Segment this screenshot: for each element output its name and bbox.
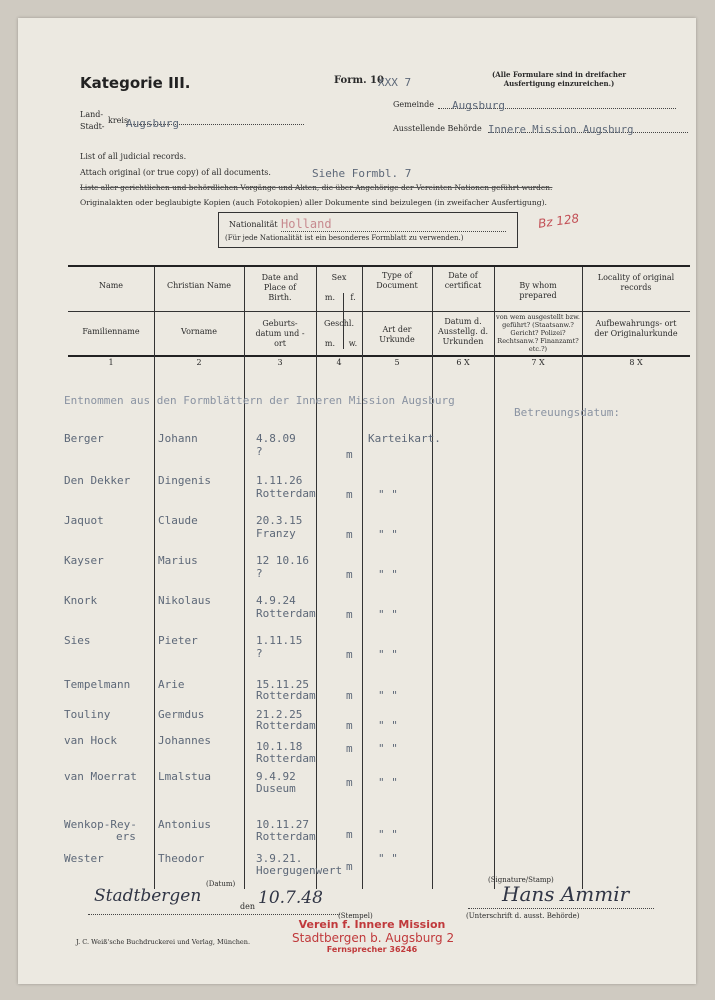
signature-label: (Signature/Stamp) — [488, 876, 554, 884]
signature-handwritten: Hans Ammir — [502, 882, 630, 906]
record-name: van Hock — [64, 734, 117, 747]
stamp-line2: Stadtbergen b. Augsburg 2 — [292, 931, 455, 945]
record-first: Antonius — [158, 818, 211, 831]
col2-de: Vorname — [181, 327, 217, 336]
record-doc: " " — [378, 648, 398, 661]
signature-dotline — [468, 908, 654, 909]
kategorie-title: Kategorie III. — [80, 74, 191, 92]
col2-num: 2 — [196, 358, 202, 367]
col-divider — [362, 267, 363, 371]
date-handwritten: 10.7.48 — [258, 888, 323, 908]
record-name: Wester — [64, 852, 104, 865]
record-name-cont: ers — [116, 830, 136, 843]
col4-de: Geschl. — [324, 319, 354, 328]
copies-note-line2: Ausfertigung einzureichen.) — [503, 79, 615, 88]
record-name: Touliny — [64, 708, 111, 721]
record-name: Wenkop-Rey- — [64, 818, 137, 831]
record-birth-place: Rotterdam — [256, 689, 316, 702]
record-birth-date: 4.8.09 — [256, 432, 296, 445]
col5-de: Art der Urkunde — [379, 325, 415, 344]
institution-stamp — [292, 918, 455, 954]
stamp-line1: Verein f. Innere Mission — [298, 918, 446, 931]
nationality-dotline — [281, 231, 506, 232]
record-birth-date: 12 10.16 — [256, 554, 309, 567]
gemeinde-value: Augsburg — [452, 99, 505, 112]
nationality-box — [218, 212, 518, 248]
record-first: Arie — [158, 678, 185, 691]
stamp-line3: Fernsprecher 36246 — [326, 945, 418, 954]
record-sex: m — [346, 742, 353, 755]
col4-num: 4 — [336, 358, 342, 367]
record-first: Johann — [158, 432, 198, 445]
record-birth-place: Hoergugenwert — [256, 864, 343, 877]
body-col-line — [362, 369, 363, 889]
stempel-label: (Stempel) — [338, 912, 373, 920]
record-birth-place: Rotterdam — [256, 719, 316, 732]
record-first: Pieter — [158, 634, 198, 647]
col4-f: f. — [350, 293, 356, 302]
col5-en: Type of Document — [376, 271, 418, 290]
record-sex: m — [346, 648, 353, 661]
record-name: Den Dekker — [64, 474, 131, 487]
instruction-line2: Attach original (or true copy) of all documents. — [80, 168, 271, 177]
record-name: Berger — [64, 432, 104, 445]
col6-de: Datum d. Ausstellg. d. Urkunden — [437, 317, 489, 346]
record-sex: m — [346, 568, 353, 581]
instruction-line4: Originalakten oder beglaubigte Kopien (auch Fotokopien) aller Dokumente sind beizulegen (in zweifacher Ausfertigung). — [80, 198, 547, 207]
gemeinde-field — [438, 94, 676, 112]
kreis-label: kreis — [108, 116, 129, 125]
body-col-line — [432, 369, 433, 889]
col6-en: Date of certificat — [444, 271, 482, 290]
instruction-line2-typed: Siehe Formbl. 7 — [312, 167, 412, 180]
copies-note-line1: (Alle Formulare sind in dreifacher — [492, 70, 627, 79]
col1-de: Familienname — [82, 327, 140, 336]
record-first: Dingenis — [158, 474, 211, 487]
record-birth-date: 3.9.21. — [256, 852, 303, 865]
record-birth-place: ? — [256, 647, 263, 660]
col7-de: von wem ausgestellt bzw. geführt? (Staatsanw.? Gericht? Polizei? Rechtsanw.? Finanzamt? etc.?) — [496, 313, 580, 353]
record-doc: " " — [378, 719, 398, 732]
nationality-note: (Für jede Nationalität ist ein besonderes Formblatt zu verwenden.) — [225, 234, 464, 242]
body-col-line — [494, 369, 495, 889]
record-birth-place: Rotterdam — [256, 487, 316, 500]
record-name: van Moerrat — [64, 770, 137, 783]
record-doc: " " — [378, 852, 398, 865]
col3-en: Date and Place of Birth. — [261, 273, 299, 302]
copies-note — [492, 70, 626, 88]
col-divider — [494, 267, 495, 371]
record-first: Claude — [158, 514, 198, 527]
record-doc: " " — [378, 776, 398, 789]
col8-de: Aufbewahrungs- ort der Originalurkunde — [594, 319, 678, 338]
instruction-line1: List of all judicial records. — [80, 152, 187, 161]
record-first: Lmalstua — [158, 770, 211, 783]
col5-num: 5 — [394, 358, 400, 367]
record-birth-date: 1.11.15 — [256, 634, 303, 647]
col7-num: 7 X — [531, 358, 545, 367]
record-birth-place: Franzy — [256, 527, 296, 540]
record-birth-place: Rotterdam — [256, 830, 316, 843]
col-divider — [582, 267, 583, 371]
col8-num: 8 X — [629, 358, 643, 367]
col3-de: Geburts- datum und -ort — [255, 319, 305, 348]
record-name: Sies — [64, 634, 91, 647]
record-birth-date: 9.4.92 — [256, 770, 296, 783]
record-doc: Karteikart. — [368, 432, 441, 445]
record-sex: m — [346, 528, 353, 541]
kreis-field — [126, 112, 304, 130]
record-sex: m — [346, 776, 353, 789]
header-divider — [68, 311, 690, 312]
col7-en: By whom prepared — [519, 281, 557, 300]
record-birth-place: Duseum — [256, 782, 296, 795]
record-sex: m — [346, 828, 353, 841]
col-divider — [432, 267, 433, 371]
form-typed: XXX 7 — [378, 76, 412, 89]
record-birth-date: 21.2.25 — [256, 708, 303, 721]
record-birth-date: 1.11.26 — [256, 474, 303, 487]
record-sex: m — [346, 448, 353, 461]
record-doc: " " — [378, 488, 398, 501]
record-birth-place: Rotterdam — [256, 752, 316, 765]
record-doc: " " — [378, 742, 398, 755]
behoerde-value: Innere Mission Augsburg — [488, 124, 634, 136]
body-col-line — [244, 369, 245, 889]
col4-en: Sex — [331, 273, 347, 282]
kreis-value: Augsburg — [126, 117, 179, 130]
record-doc: " " — [378, 528, 398, 541]
unterschrift-label: (Unterschrift d. ausst. Behörde) — [466, 912, 580, 920]
col2-en: Christian Name — [166, 281, 232, 290]
record-birth-place: Rotterdam — [256, 607, 316, 620]
date-dotline — [88, 914, 340, 915]
land-label: Land- — [80, 110, 104, 119]
record-sex: m — [346, 488, 353, 501]
col4-de-m: m. — [324, 339, 336, 348]
col8-en: Locality of original records — [597, 273, 675, 292]
record-birth-place: ? — [256, 445, 263, 458]
gemeinde-label: Gemeinde — [393, 100, 435, 109]
record-doc: " " — [378, 828, 398, 841]
record-birth-place: ? — [256, 567, 263, 580]
handwritten-mark: Bz 128 — [537, 211, 581, 231]
place-handwritten: Stadtbergen — [94, 886, 202, 906]
body-col-line — [154, 369, 155, 889]
record-first: Nikolaus — [158, 594, 211, 607]
nationality-value: Holland — [281, 217, 332, 231]
record-name: Jaquot — [64, 514, 104, 527]
intro-line2: Betreuungsdatum: — [514, 406, 620, 419]
stadt-label: Stadt- — [80, 122, 105, 131]
nationality-label: Nationalität — [229, 220, 278, 229]
record-birth-date: 10.11.27 — [256, 818, 309, 831]
printer-imprint: J. C. Weiß'sche Buchdruckerei und Verlag, München. — [76, 938, 251, 946]
col6-num: 6 X — [456, 358, 470, 367]
record-first: Marius — [158, 554, 198, 567]
record-name: Kayser — [64, 554, 104, 567]
form-number: Form. 10 — [334, 75, 384, 86]
intro-line1: Entnommen aus den Formblättern der Inneren Mission Augsburg — [64, 394, 455, 407]
record-sex: m — [346, 860, 353, 873]
records-table-header — [68, 265, 690, 371]
record-first: Johannes — [158, 734, 211, 747]
col4-m: m. — [324, 293, 336, 302]
record-birth-date: 10.1.18 — [256, 740, 303, 753]
record-sex: m — [346, 719, 353, 732]
col3-num: 3 — [277, 358, 283, 367]
behoerde-field — [488, 118, 688, 136]
col1-num: 1 — [108, 358, 114, 367]
record-first: Theodor — [158, 852, 205, 865]
record-doc: " " — [378, 689, 398, 702]
col4-de-w: w. — [348, 339, 358, 348]
record-birth-date: 20.3.15 — [256, 514, 303, 527]
body-col-line — [316, 369, 317, 889]
record-birth-date: 15.11.25 — [256, 678, 309, 691]
record-sex: m — [346, 608, 353, 621]
col1-en: Name — [98, 281, 124, 290]
col-divider — [244, 267, 245, 371]
record-doc: " " — [378, 568, 398, 581]
record-name: Knork — [64, 594, 98, 607]
document-page — [18, 18, 696, 984]
den-label: den — [240, 902, 256, 911]
record-doc: " " — [378, 608, 398, 621]
header-bottom — [68, 355, 690, 357]
date-label: (Datum) — [206, 880, 236, 888]
record-name: Tempelmann — [64, 678, 131, 691]
record-birth-date: 4.9.24 — [256, 594, 296, 607]
body-col-line — [582, 369, 583, 889]
record-sex: m — [346, 689, 353, 702]
record-first: Germdus — [158, 708, 205, 721]
behoerde-label: Ausstellende Behörde — [393, 124, 482, 133]
instruction-line3: Liste aller gerichtlichen und behördlichen Vorgänge und Akten, die über Angehörige der Vereinten Nationen geführt wurden. — [80, 183, 553, 192]
